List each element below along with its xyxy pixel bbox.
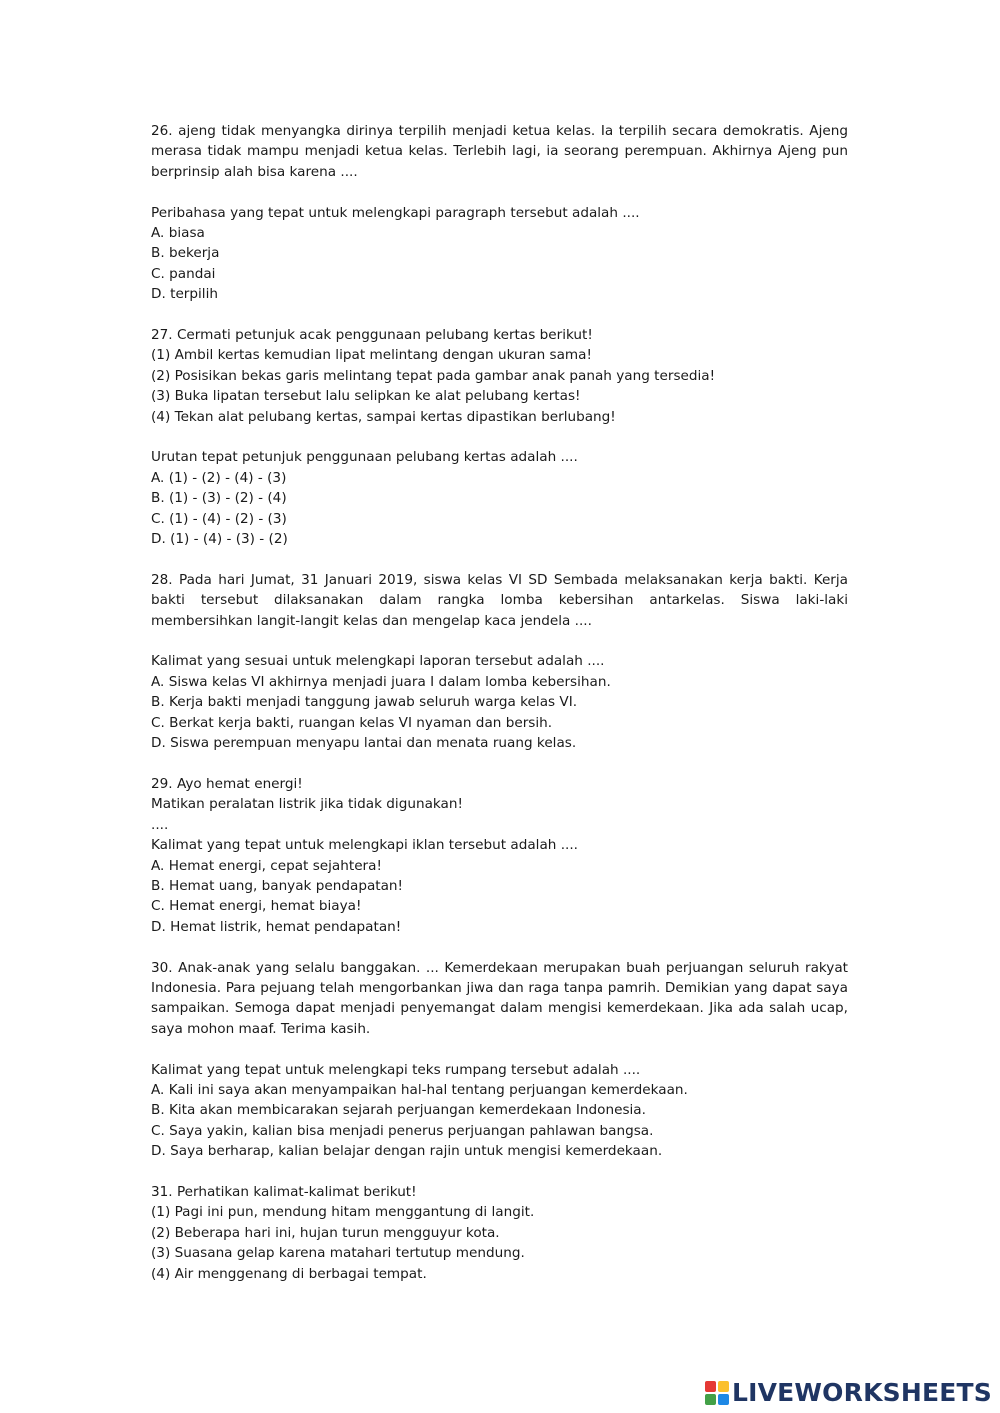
question-30-option-b: B. Kita akan membicarakan sejarah perjuangan kemerdekaan Indonesia.: [151, 1102, 646, 1119]
question-29-option-c: C. Hemat energi, hemat biaya!: [151, 898, 362, 915]
question-31-item-2: (2) Beberapa hari ini, hujan turun mengguyur kota.: [151, 1224, 500, 1241]
liveworksheets-logo-icon: [705, 1381, 729, 1405]
question-27-option-c: C. (1) - (4) - (2) - (3): [151, 510, 287, 527]
question-26-option-b: B. bekerja: [151, 245, 220, 262]
question-27-item-2: (2) Posisikan bekas garis melintang tepat pada gambar anak panah yang tersedia!: [151, 367, 716, 384]
question-27-item-1: (1) Ambil kertas kemudian lipat melintang dengan ukuran sama!: [151, 347, 592, 364]
question-30-prompt: Kalimat yang tepat untuk melengkapi teks rumpang tersebut adalah ....: [151, 1061, 641, 1078]
logo-square-3: [705, 1394, 716, 1405]
question-29-stem-line-3: ....: [151, 816, 169, 833]
question-31-item-1: (1) Pagi ini pun, mendung hitam menggantung di langit.: [151, 1204, 535, 1221]
question-30-option-c: C. Saya yakin, kalian bisa menjadi penerus perjuangan pahlawan bangsa.: [151, 1122, 654, 1139]
question-27-option-a: A. (1) - (2) - (4) - (3): [151, 469, 287, 486]
question-27-item-4: (4) Tekan alat pelubang kertas, sampai kertas dipastikan berlubang!: [151, 408, 616, 425]
logo-square-1: [705, 1381, 716, 1392]
question-26-option-a: A. biasa: [151, 225, 205, 242]
question-31-item-4: (4) Air menggenang di berbagai tempat.: [151, 1265, 427, 1282]
question-28-option-a: A. Siswa kelas VI akhirnya menjadi juara I dalam lomba kebersihan.: [151, 673, 611, 690]
logo-square-2: [718, 1381, 729, 1392]
question-26-stem: 26. ajeng tidak menyangka dirinya terpilih menjadi ketua kelas. Ia terpilih secara demokratis. Ajeng merasa tidak mampu menjadi ketua kelas. Terlebih lagi, ia seorang perempuan. Akhirnya Ajeng pun berprinsip alah bisa karena ....: [151, 123, 848, 180]
liveworksheets-logo-text: LIVEWORKSHEETS: [731, 1378, 992, 1407]
question-27-stem: 27. Cermati petunjuk acak penggunaan pelubang kertas berikut!: [151, 327, 593, 344]
worksheet-page: [151, 121, 848, 1284]
question-29-option-a: A. Hemat energi, cepat sejahtera!: [151, 857, 382, 874]
question-28-stem: 28. Pada hari Jumat, 31 Januari 2019, siswa kelas VI SD Sembada melaksanakan kerja bakti. Kerja bakti tersebut dilaksanakan dalam rangka lomba kebersihan antarkelas. Siswa laki-laki membersihkan langit-langit kelas dan mengelap kaca jendela ....: [151, 571, 848, 629]
question-27-option-d: D. (1) - (4) - (3) - (2): [151, 531, 288, 548]
question-26-option-d: D. terpilih: [151, 286, 218, 303]
question-30-option-d: D. Saya berharap, kalian belajar dengan rajin untuk mengisi kemerdekaan.: [151, 1143, 663, 1160]
question-27-option-b: B. (1) - (3) - (2) - (4): [151, 490, 287, 507]
question-28-option-c: C. Berkat kerja bakti, ruangan kelas VI nyaman dan bersih.: [151, 714, 553, 731]
question-29-option-d: D. Hemat listrik, hemat pendapatan!: [151, 918, 402, 935]
question-30-option-a: A. Kali ini saya akan menyampaikan hal-hal tentang perjuangan kemerdekaan.: [151, 1081, 688, 1098]
question-31-stem: 31. Perhatikan kalimat-kalimat berikut!: [151, 1183, 417, 1200]
liveworksheets-logo: [705, 1378, 992, 1407]
logo-square-4: [718, 1394, 729, 1405]
question-29-stem-line-1: 29. Ayo hemat energi!: [151, 775, 303, 792]
question-30-stem: 30. Anak-anak yang selalu banggakan. ... Kemerdekaan merupakan buah perjuangan seluruh rakyat Indonesia. Para pejuang telah mengorbankan jiwa dan raga tanpa pamrih. Demikian yang dapat saya sampaikan. Semoga dapat menjadi penyemangat dalam mengisi kemerdekaan. Jika ada salah ucap, saya mohon maaf. Terima kasih.: [151, 959, 848, 1037]
question-26-option-c: C. pandai: [151, 265, 216, 282]
question-27-prompt: Urutan tepat petunjuk penggunaan pelubang kertas adalah ....: [151, 449, 578, 466]
question-28-option-d: D. Siswa perempuan menyapu lantai dan menata ruang kelas.: [151, 735, 577, 752]
question-29-stem-line-2: Matikan peralatan listrik jika tidak digunakan!: [151, 796, 463, 813]
question-27-item-3: (3) Buka lipatan tersebut lalu selipkan ke alat pelubang kertas!: [151, 388, 581, 405]
question-29-prompt: Kalimat yang tepat untuk melengkapi iklan tersebut adalah ....: [151, 837, 579, 854]
question-28-prompt: Kalimat yang sesuai untuk melengkapi laporan tersebut adalah ....: [151, 653, 605, 670]
question-28-option-b: B. Kerja bakti menjadi tanggung jawab seluruh warga kelas VI.: [151, 694, 578, 711]
question-29-option-b: B. Hemat uang, banyak pendapatan!: [151, 877, 404, 894]
question-31-item-3: (3) Suasana gelap karena matahari tertutup mendung.: [151, 1245, 525, 1262]
question-26-prompt: Peribahasa yang tepat untuk melengkapi paragraph tersebut adalah ....: [151, 204, 640, 221]
